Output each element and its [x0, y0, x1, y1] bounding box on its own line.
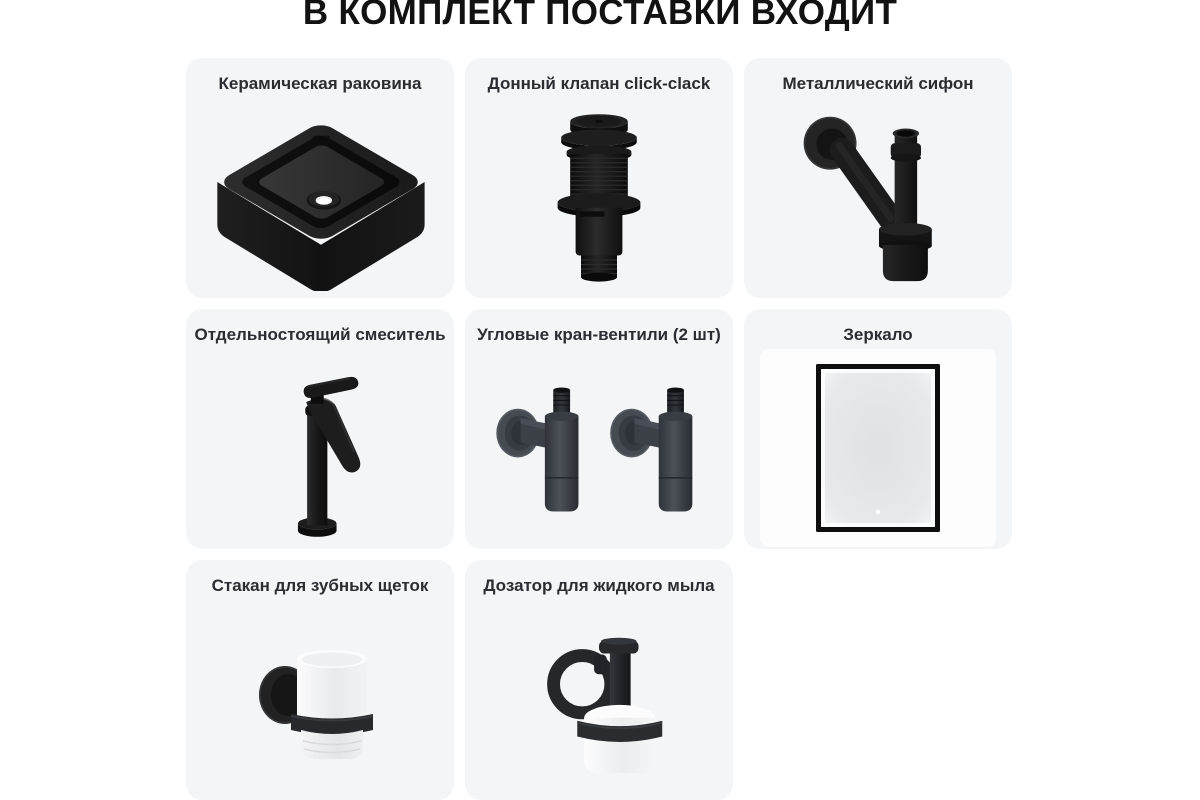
card-label: Донный клапан click-clack: [487, 74, 711, 93]
card-freestanding-faucet: [186, 309, 454, 549]
soap-dispenser-icon: [465, 597, 733, 800]
card-label: Керамическая раковина: [218, 74, 422, 93]
card-label: Зеркало: [843, 325, 913, 344]
click-clack-valve-icon: [465, 95, 733, 298]
corner-valves-image: [487, 377, 711, 519]
card-mirror: [744, 309, 1012, 549]
card-label: Металлический сифон: [782, 74, 974, 93]
freestanding-faucet-icon: [186, 346, 454, 549]
click-clack-valve-image: [540, 107, 658, 287]
card-click-clack-valve: [465, 58, 733, 298]
page-title: В КОМПЛЕКТ ПОСТАВКИ ВХОДИТ: [302, 0, 898, 32]
mirror-icon: [744, 346, 1012, 549]
card-soap-dispenser: [465, 560, 733, 800]
metal-siphon-icon: [744, 95, 1012, 298]
corner-valves-icon: [465, 346, 733, 549]
card-toothbrush-cup: [186, 560, 454, 800]
ceramic-sink-image: [203, 103, 437, 291]
ceramic-sink-icon: [186, 95, 454, 298]
metal-siphon-image: [794, 108, 962, 286]
toothbrush-cup-image: [247, 629, 393, 769]
freestanding-faucet-image: [250, 356, 390, 540]
soap-dispenser-image: [528, 617, 670, 781]
card-corner-valves: [465, 309, 733, 549]
product-card-grid: [186, 58, 1012, 800]
card-label: Стакан для зубных щеток: [211, 576, 429, 595]
card-ceramic-sink: [186, 58, 454, 298]
toothbrush-cup-icon: [186, 597, 454, 800]
card-metal-siphon: [744, 58, 1012, 298]
card-label: Отдельностоящий смеситель: [194, 325, 446, 344]
card-label: Угловые кран-вентили (2 шт): [477, 325, 721, 344]
mirror-image: [760, 349, 996, 547]
card-label: Дозатор для жидкого мыла: [483, 576, 715, 595]
